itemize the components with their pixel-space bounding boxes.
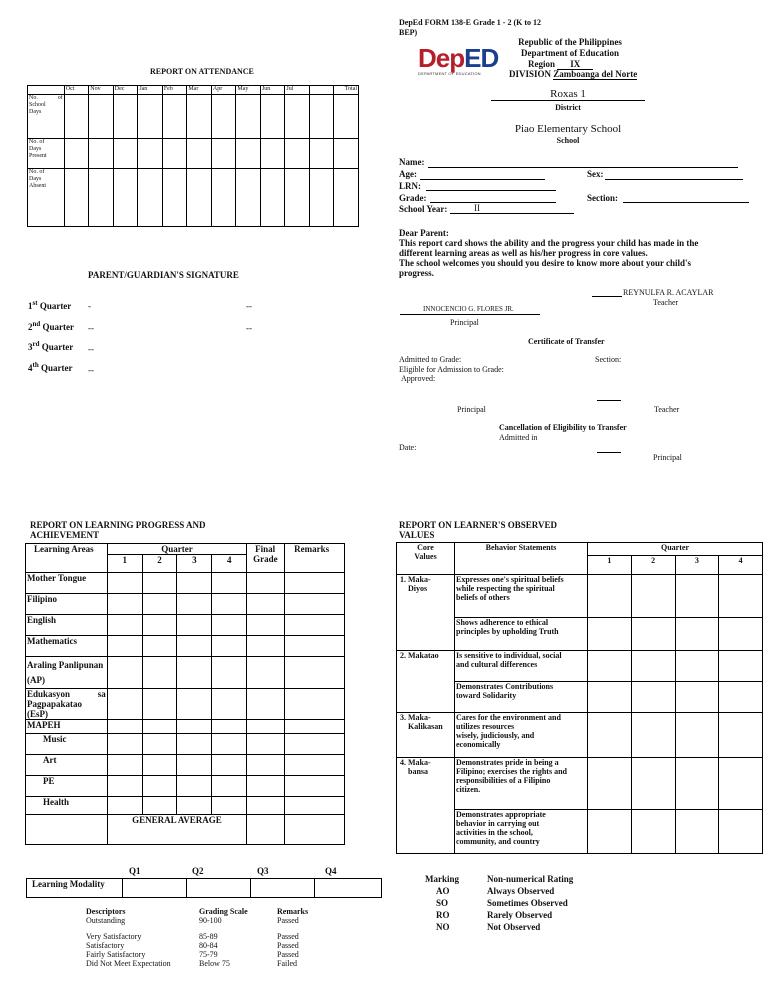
month-header: Oct <box>64 86 89 95</box>
progress-title: REPORT ON LEARNING PROGRESS AND ACHIEVEMENT <box>30 520 206 540</box>
general-average: GENERAL AVERAGE <box>107 815 246 845</box>
area-pe: PE <box>26 776 108 797</box>
teacher-label: Teacher <box>653 298 679 307</box>
quarter-4-label: 4th Quarter <box>28 361 73 373</box>
school-year-value: II <box>474 203 480 213</box>
modality-label: Learning Modality <box>27 879 123 898</box>
cancellation-admitted: Admitted in <box>499 433 538 442</box>
col-quarter: Quarter <box>107 544 246 555</box>
district-label: District <box>555 103 581 112</box>
col-behavior: Behavior Statements <box>455 543 588 575</box>
school-label: School <box>556 136 580 145</box>
form-title: DepEd FORM 138-E Grade 1 - 2 (K to 12 BEP) <box>399 18 541 37</box>
transfer-section: Section: <box>595 355 622 364</box>
transfer-principal: Principal <box>457 405 486 414</box>
attendance-table <box>27 85 359 227</box>
statement-1: Expresses one's spiritual beliefs while respecting the spiritual beliefs of others <box>455 575 588 618</box>
teacher-name: REYNULFA R. ACAYLAR <box>623 288 714 297</box>
attendance-title: REPORT ON ATTENDANCE <box>150 67 254 76</box>
parent-signature-title: PARENT/GUARDIAN'S SIGNATURE <box>88 270 239 280</box>
modality-q3: Q3 <box>257 866 269 876</box>
area-esp: Edukasyon sa Pagpapakatao (EsP) <box>27 689 106 719</box>
rating-column: Non-numerical Rating Always Observed Sometimes Observed Rarely Observed Not Observed <box>487 874 574 932</box>
col-final-grade: Final Grade <box>247 544 285 573</box>
quarter-3-label: 3rd Quarter <box>28 340 74 352</box>
month-header: May <box>236 86 261 95</box>
marking-column: Marking AO SO RO NO <box>425 874 460 932</box>
statement-4: Demonstrates Contributions toward Solidarity <box>455 682 588 713</box>
modality-q2: Q2 <box>192 866 204 876</box>
division-value: Zamboanga del Norte <box>553 69 638 79</box>
area-ap: Araling Panlipunan (AP) <box>26 657 108 689</box>
transfer-admitted: Admitted to Grade: <box>399 355 462 364</box>
division-line: DIVISION Zamboanga del Norte <box>509 69 638 79</box>
grading-scale-column: Grading Scale 90-100 85-89 80-84 75-79 Below 75 <box>199 907 248 968</box>
agency-block: Republic of the Philippines Department of Education <box>518 37 622 58</box>
sex-label: Sex: <box>587 169 604 179</box>
learning-progress-table: Learning Areas Quarter Final Grade Remarks 1 2 3 4 Mother Tongue Filipino English Mathematics Araling Panlipunan (AP) Edukasyon sa Pagpapakatao (EsP) MAPEH Music Art PE Health GENERAL AVERAGE <box>25 543 345 845</box>
col-remarks: Remarks <box>285 544 345 573</box>
transfer-approved: Approved: <box>401 374 436 383</box>
descriptors-column: Descriptors Outstanding Very Satisfactory Satisfactory Fairly Satisfactory Did Not Meet Expectation <box>86 907 171 968</box>
district-value: Roxas 1 <box>550 88 586 100</box>
region-value: IX <box>557 59 593 70</box>
signature-dash: -- <box>88 323 94 333</box>
area-mother-tongue: Mother Tongue <box>26 573 108 594</box>
area-health: Health <box>26 797 108 815</box>
row-label-days-absent: No. of Days Absent <box>28 169 65 227</box>
quarter-2-label: 2nd Quarter <box>28 320 75 332</box>
month-header: Dec <box>113 86 138 95</box>
quarter-1-label: 1st Quarter <box>28 299 72 311</box>
transfer-eligible: Eligible for Admission to Grade: <box>399 365 504 374</box>
grade-label: Grade: <box>399 193 427 203</box>
month-header: Jul <box>285 86 310 95</box>
area-art: Art <box>26 755 108 776</box>
statement-3: Is sensitive to individual, social and cultural differences <box>455 651 588 682</box>
learning-modality-table <box>26 878 382 898</box>
cancellation-principal: Principal <box>653 453 682 462</box>
modality-q1: Q1 <box>129 866 141 876</box>
core-maka-bansa: 4. Maka- bansa <box>397 758 455 854</box>
signature-dash: -- <box>88 365 94 375</box>
values-title: REPORT ON LEARNER'S OBSERVED VALUES <box>399 520 557 540</box>
col-values-quarter: Quarter <box>588 543 763 556</box>
transfer-teacher: Teacher <box>654 405 680 414</box>
region-line: Region IX <box>528 59 593 70</box>
deped-logo: DepED DEPARTMENT OF EDUCATION <box>418 43 499 76</box>
parent-letter: Dear Parent: This report card shows the ability and the progress your child has made in the different learning areas as well as his/her progress in core values. The school welcomes you should you desire to know more about your child's progress. <box>399 228 699 278</box>
area-music: Music <box>26 734 108 755</box>
month-header: Feb <box>162 86 187 95</box>
transfer-title: Certificate of Transfer <box>528 337 605 346</box>
area-filipino: Filipino <box>26 594 108 615</box>
school-value: Piao Elementary School <box>514 123 622 135</box>
section-label: Section: <box>587 193 618 203</box>
observed-values-table: Core Values Behavior Statements Quarter 1 2 3 4 1. Maka- Diyos Expresses one's spiritual beliefs while respecting the spiritual beliefs of others Shows adherence to ethical principles by upholding Truth 2. Makatao Is sensitive to individual, social and cultural differences Demonstrates Contributions toward Solidarity 3. Maka- Kalikasan Cares for the environment and utilizes resources wisely, judiciously, and economically 4. Maka- bansa Demonstrates pride in being a Filipino; exercises the rights and responsibilities of a Filipino citizen. Demonstrates appropriate behavior in carrying out activities in the school, community, and country <box>396 542 763 854</box>
col-learning-areas: Learning Areas <box>26 544 108 573</box>
month-header: Mar <box>187 86 212 95</box>
signature-dash: - <box>88 301 91 311</box>
month-header: Jun <box>260 86 285 95</box>
modality-q4: Q4 <box>325 866 337 876</box>
core-maka-kalikasan: 3. Maka- Kalikasan <box>397 713 455 758</box>
month-header <box>309 86 334 95</box>
area-mathematics: Mathematics <box>26 636 108 657</box>
lrn-label: LRN: <box>399 181 421 191</box>
cancellation-title: Cancellation of Eligibility to Transfer <box>499 423 627 432</box>
row-label-school-days: No. of School Days <box>28 95 65 139</box>
principal-name: INNOCENCIO G. FLORES JR. <box>423 305 514 313</box>
core-makatao: 2. Makatao <box>397 651 455 713</box>
core-maka-diyos: 1. Maka- Diyos <box>397 575 455 651</box>
area-english: English <box>26 615 108 636</box>
remarks-column: Remarks Passed Passed Passed Passed Failed <box>277 907 309 968</box>
month-header: Jan <box>138 86 163 95</box>
signature-dash: -- <box>246 323 252 333</box>
statement-2: Shows adherence to ethical principles by upholding Truth <box>455 618 588 651</box>
signature-dash: -- <box>246 301 252 311</box>
statement-7: Demonstrates appropriate behavior in carrying out activities in the school, community, and country <box>455 810 588 854</box>
month-header: Apr <box>211 86 236 95</box>
signature-dash: -- <box>88 344 94 354</box>
school-year-label: School Year: <box>399 204 448 214</box>
statement-5: Cares for the environment and utilizes resources wisely, judiciously, and economically <box>455 713 588 758</box>
area-mapeh: MAPEH <box>26 720 108 734</box>
month-header: Nov <box>89 86 114 95</box>
age-label: Age: <box>399 169 417 179</box>
cancellation-date: Date: <box>399 443 417 452</box>
row-label-days-present: No. of Days Present <box>28 139 65 169</box>
statement-6: Demonstrates pride in being a Filipino; exercises the rights and responsibilities of a Filipino citizen. <box>455 758 588 810</box>
col-core-values: Core Values <box>397 543 455 575</box>
name-label: Name: <box>399 157 425 167</box>
principal-label: Principal <box>450 318 479 327</box>
month-header: Total <box>334 86 359 95</box>
